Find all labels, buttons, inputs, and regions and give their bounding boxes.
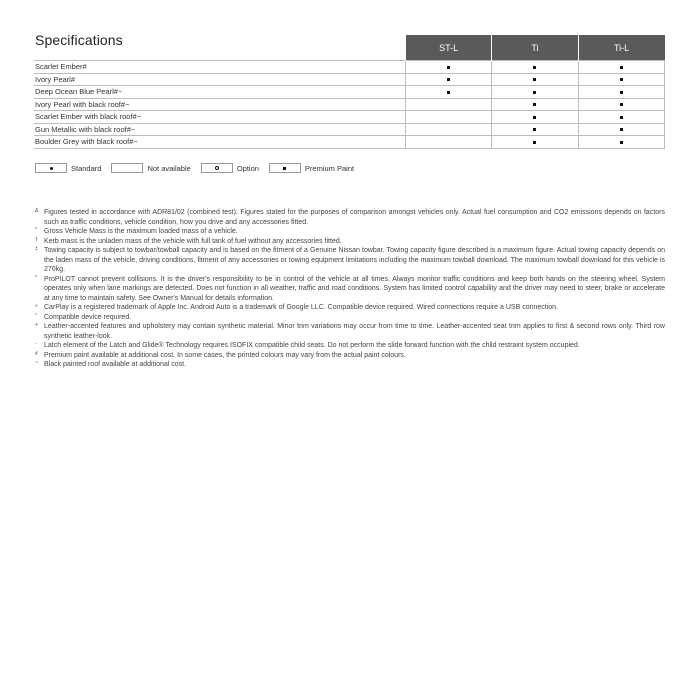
availability-cell-til xyxy=(578,98,664,111)
premium-paint-marker-icon xyxy=(620,116,623,119)
standard-dot-icon xyxy=(50,167,53,170)
paint-name-cell: Ivory Pearl# xyxy=(34,73,406,86)
footnote-text: Black painted roof available at additional cost. xyxy=(44,361,187,368)
premium-paint-marker-icon xyxy=(620,66,623,69)
availability-cell-stl xyxy=(406,61,492,74)
footnote-text: Latch element of the Latch and Glide® Technology requires ISOFIX compatible child seats. Do not perform the slide forward function with the child restraint system occupied. xyxy=(44,342,580,349)
table-header-row xyxy=(34,35,665,61)
premium-paint-marker-icon xyxy=(533,66,536,69)
availability-cell-til xyxy=(578,61,664,74)
paint-name-cell: Ivory Pearl with black roof#~ xyxy=(34,98,406,111)
availability-cell-stl xyxy=(406,98,492,111)
legend-option xyxy=(201,163,259,173)
availability-cell-stl xyxy=(406,136,492,149)
footnote xyxy=(35,303,665,313)
footnote-text: Leather-accented features and upholstery may contain synthetic material. Minor trim variations may occur from time to time. Leather-accented seat trim applies to first & second rows only. Third row synthetic leather-look. xyxy=(44,323,665,340)
footnote-symbol: * xyxy=(35,227,37,233)
premium-square-icon xyxy=(283,167,286,170)
premium-paint-marker-icon xyxy=(533,78,536,81)
not-available-key-box xyxy=(111,163,143,173)
footnote xyxy=(35,227,665,237)
availability-cell-ti xyxy=(492,61,578,74)
legend-not-available xyxy=(111,163,190,173)
premium-paint-marker-icon xyxy=(620,103,623,106)
footnote xyxy=(35,322,665,341)
footnote-text: Gross Vehicle Mass is the maximum loaded mass of a vehicle. xyxy=(44,228,238,235)
footnote xyxy=(35,275,665,304)
standard-key-box xyxy=(35,163,67,173)
column-header-ti: Ti xyxy=(492,35,578,61)
table-row xyxy=(34,111,665,124)
paint-name-cell: Deep Ocean Blue Pearl#~ xyxy=(34,86,406,99)
footnotes xyxy=(35,208,665,370)
table-row xyxy=(34,98,665,111)
footnote-text: Compatible device required. xyxy=(44,313,132,321)
option-circle-icon xyxy=(215,166,219,170)
footnote xyxy=(35,246,665,275)
availability-cell-stl xyxy=(406,111,492,124)
table-row xyxy=(34,136,665,149)
footnote-symbol: ‡ xyxy=(35,246,38,252)
premium-paint-marker-icon xyxy=(533,128,536,131)
footnote-symbol: ~ xyxy=(35,360,38,366)
footnote xyxy=(35,351,665,361)
availability-cell-ti xyxy=(492,73,578,86)
legend xyxy=(35,163,364,173)
paint-name-cell: Scarlet Ember# xyxy=(34,61,406,74)
availability-cell-til xyxy=(578,136,664,149)
footnote-text: Premium paint available at additional cost. In some cases, the printed colours may vary from the actual paint colours. xyxy=(44,351,406,359)
availability-cell-ti xyxy=(492,98,578,111)
availability-cell-ti xyxy=(492,86,578,99)
footnote xyxy=(35,341,665,351)
availability-cell-ti xyxy=(492,123,578,136)
table-row xyxy=(34,86,665,99)
paint-name-cell: Boulder Grey with black roof#~ xyxy=(34,136,406,149)
table-row xyxy=(34,61,665,74)
footnote xyxy=(35,237,665,247)
footnote-symbol: ^ xyxy=(35,274,38,281)
footnote-symbol: Δ xyxy=(35,208,39,214)
availability-cell-til xyxy=(578,86,664,99)
footnote-symbol: † xyxy=(35,236,38,243)
legend-option-label: Option xyxy=(236,163,259,173)
paint-name-cell: Gun Metallic with black roof#~ xyxy=(34,123,406,136)
availability-cell-ti xyxy=(492,111,578,124)
premium-paint-marker-icon xyxy=(447,78,450,81)
legend-standard-label: Standard xyxy=(71,163,102,173)
paint-spec-table xyxy=(34,35,665,149)
option-key-box xyxy=(201,163,233,173)
availability-cell-til xyxy=(578,73,664,86)
premium-paint-marker-icon xyxy=(447,66,450,69)
premium-paint-marker-icon xyxy=(620,91,623,94)
column-header-til: Ti-L xyxy=(578,35,664,61)
legend-standard xyxy=(35,163,101,173)
availability-cell-til xyxy=(578,111,664,124)
availability-cell-stl xyxy=(406,73,492,86)
table-row xyxy=(34,123,665,136)
legend-premium-paint-label: Premium Paint xyxy=(304,163,355,173)
footnote-text: ProPILOT cannot prevent collisions. It is the driver's responsibility to be in control of the vehicle at all times. Always monitor traffic conditions and keep both hands on the steering wheel. System operates only when lane markings are detected. Does not function in all weather, traffic and road conditions. System has limited control capability and the driver may need to steer, brake or accelerate at any time to maintain safety. See Owner's Manual for details information. xyxy=(44,275,665,302)
footnote-text: Kerb mass is the unladen mass of the vehicle with full tank of fuel without any accessories fitted. xyxy=(44,237,342,245)
availability-cell-til xyxy=(578,123,664,136)
footnote xyxy=(35,360,665,370)
premium-paint-marker-icon xyxy=(533,103,536,106)
table-row xyxy=(34,73,665,86)
footnote-symbol: » xyxy=(35,303,38,309)
footnote-symbol: ° xyxy=(35,312,37,319)
premium-paint-key-box xyxy=(269,163,301,173)
premium-paint-marker-icon xyxy=(620,128,623,131)
legend-premium-paint xyxy=(269,163,354,173)
premium-paint-marker-icon xyxy=(620,78,623,81)
paint-name-cell: Scarlet Ember with black roof#~ xyxy=(34,111,406,124)
footnote xyxy=(35,208,665,227)
footnote-symbol: # xyxy=(35,350,38,357)
header-blank xyxy=(34,35,406,61)
footnote xyxy=(35,313,665,323)
premium-paint-marker-icon xyxy=(620,141,623,144)
availability-cell-ti xyxy=(492,136,578,149)
premium-paint-marker-icon xyxy=(533,116,536,119)
availability-cell-stl xyxy=(406,123,492,136)
page-title: Specifications xyxy=(35,32,123,48)
footnote-text: Figures tested in accordance with ADR81/02 (combined test). Figures stated for the purposes of comparison amongst vehicles only. Actual fuel consumption and CO2 emissions depends on factors such as traffic conditions, vehicle condition, how you drive and any accessories fitted. xyxy=(44,209,665,226)
legend-not-available-label: Not available xyxy=(147,163,191,173)
footnote-symbol: + xyxy=(35,322,38,328)
premium-paint-marker-icon xyxy=(533,91,536,94)
footnote-symbol: ◦ xyxy=(35,341,37,347)
premium-paint-marker-icon xyxy=(533,141,536,144)
footnote-text: Towing capacity is subject to towbar/towball capacity and is based on the fitment of a Genuine Nissan towbar. Towing capacity figure described is a maximum figure. Actual towing capacity depends on the laden mass of the vehicle, driving conditions, fitment of any accessories or towing equipment limitations including the maximum towball download. The maximum towball download for this vehicle is 270kg. xyxy=(44,247,665,273)
column-header-stl: ST-L xyxy=(406,35,492,61)
premium-paint-marker-icon xyxy=(447,91,450,94)
availability-cell-stl xyxy=(406,86,492,99)
footnote-text: CarPlay is a registered trademark of Apple Inc. Android Auto is a trademark of Google LLC. Compatible device required. Wired connections require a USB connection. xyxy=(44,304,558,311)
